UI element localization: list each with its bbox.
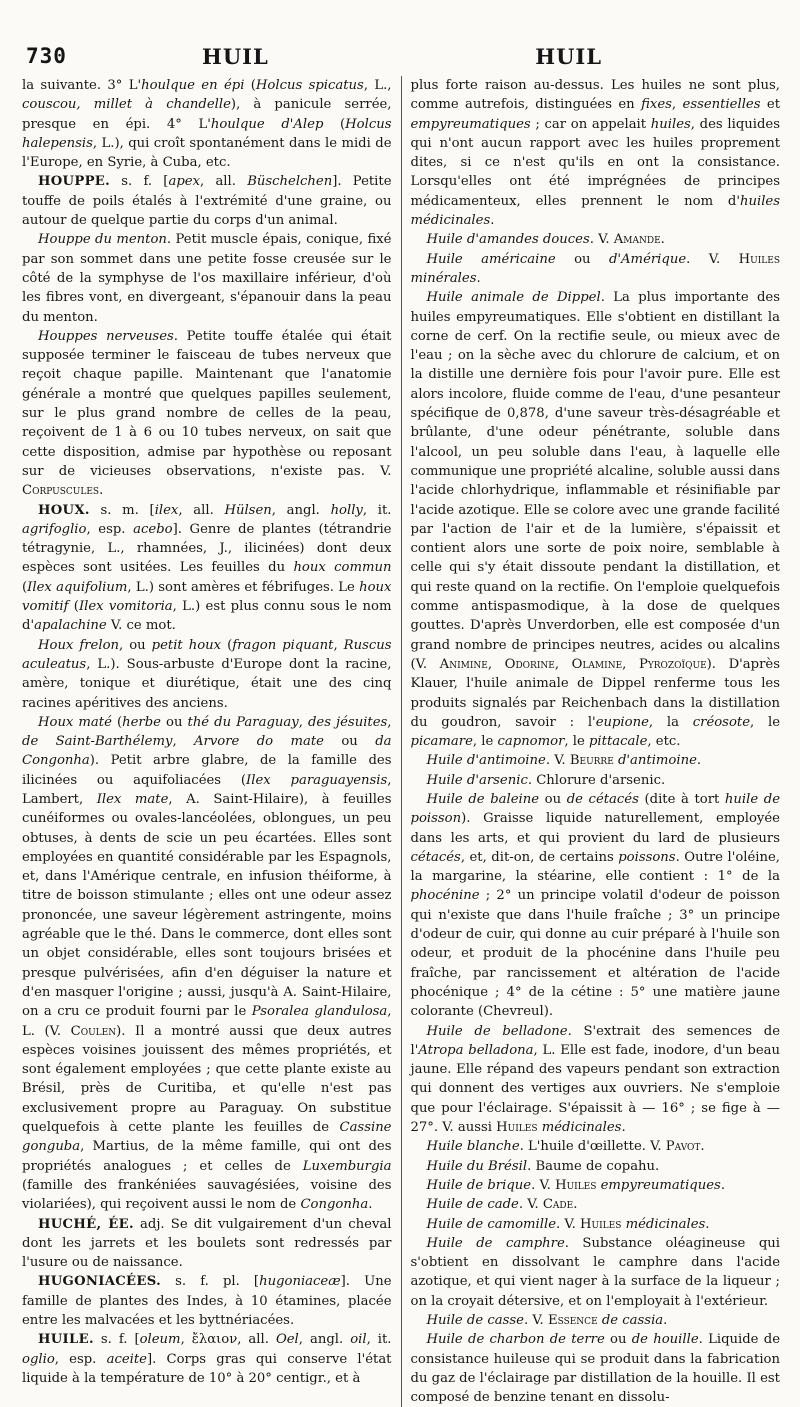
entry-paragraph: Houppes nerveuses. Petite touffe étalée qui était supposée terminer le faisceau de tubes nerveux que reçoit chaque papille. Maintenant que l'anatomie générale a montré que quelques papilles seulement, sur le plus grand nombre de celles de la peau, reçoivent de 1 à 6 ou 10 tubes nerveux, on sait que cette disposition, admise par hypothèse ou reposant sur de vicieuses observations, n'existe pas. V. Corpuscules.	[22, 328, 392, 499]
page-number: 730	[26, 44, 67, 68]
entry-paragraph: Huile de cade. V. Cade.	[426, 1197, 578, 1213]
entry-paragraph: Huile de baleine ou de cétacés (dite à tort huile de poisson). Graisse liquide naturellement, employée dans les arts, et qui provient du lard de plusieurs cétacés, et, dit-on, de certains poissons. Outre l'oléine, la margarine, la stéarine, elle contient : 1° de la phocénine ; 2° un principe volatil d'odeur de poisson qui n'existe que dans l'huile fraîche ; 3° un principe d'odeur de cuir, qui donne au cuir préparé à l'huile son odeur, et produit de la phocénine dans l'huile peu fraîche, par rancissement et altération de l'acide phocénique ; 4° de la cétine : 5° une matière jaune colorante (Chevreul).	[410, 791, 781, 1020]
text-columns	[22, 76, 780, 1407]
entry-paragraph: Huile de charbon de terre ou de houille. Liquide de consistance huileuse qui se produit dans la fabrication du gaz de l'éclairage par distillation de la houille. Il est composé de benzine tenant en dissolu-	[410, 1332, 780, 1406]
entry-paragraph: Huile de belladone. S'extrait des semences de l'Atropa belladona, L. Elle est fade, inodore, d'un beau jaune. Elle répand des vapeurs pendant son extraction qui donnent des vertiges aux ouvriers. Ne s'emploie que pour l'éclairage. S'épaissit à — 16° ; se fige à — 27°. V. aussi Huiles médicinales.	[410, 1023, 780, 1136]
entry-paragraph: Huile américaine ou d'Amérique. V. Huiles minérales.	[410, 251, 780, 286]
entry-paragraph: Huile de camomille. V. Huiles médicinales.	[426, 1216, 710, 1232]
entry-paragraph: Huile de casse. V. Essence de cassia.	[426, 1313, 668, 1328]
entry-hugoniacees: HUGONIACÉES. s. f. pl. [hugoniaceæ]. Une famille de plantes des Indes, à 10 étamines, placée entre les malvacées et les byttnériacées.	[22, 1274, 392, 1328]
entry-paragraph: Huile du Brésil. Baume de copahu.	[426, 1158, 660, 1174]
entry-paragraph: Huile blanche. L'huile d'œillette. V. Pavot.	[426, 1139, 705, 1155]
entry-paragraph: la suivante. 3° L'houlque en épi (Holcus spicatus, L., couscou, millet à chandelle), à panicule serrée, presque en épi. 4° L'houlque d'Alep (Holcus halepensis, L.), qui croît spontanément dans le midi de l'Europe, en Syrie, à Cuba, etc.	[22, 78, 392, 171]
entry-paragraph: Huile d'arsenic. Chlorure d'arsenic.	[426, 772, 666, 788]
right-running-title: HUIL	[535, 44, 602, 69]
left-column	[22, 76, 402, 1407]
entry-paragraph: Huile de camphre. Substance oléagineuse qui s'obtient en dissolvant le camphre dans l'acide azotique, et qui vient nager à la surface de la liqueur ; on la croyait détersive, et on l'employait à l'extérieur.	[410, 1235, 780, 1309]
entry-paragraph: Houx frelon, ou petit houx (fragon piquant, Ruscus aculeatus, L.). Sous-arbuste d'Europe dont la racine, amère, tonique et diurétique, était une des cinq racines apéritives des anciens.	[22, 637, 392, 711]
entry-huile: HUILE. s. f. [oleum, ἔλαιον, all. Oel, angl. oil, it. oglio, esp. aceite]. Corps gras qui conserve l'état liquide à la température de 10° à 20° centigr., et à	[22, 1332, 392, 1386]
entry-paragraph: Huile d'amandes douces. V. Amande.	[426, 232, 665, 248]
entry-paragraph: Huile de brique. V. Huiles empyreumatiques.	[426, 1177, 726, 1193]
entry-paragraph: plus forte raison au-dessus. Les huiles ne sont plus, comme autrefois, distinguées en fixes, essentielles et empyreumatiques ; car on appelait huiles, des liquides qui n'ont aucun rapport avec les huiles proprement dites, si ce n'est qu'ils en ont la consistance. Lorsqu'elles ont été imprégnées de principes médicamenteux, elles prennent le nom d'huiles médicinales.	[410, 78, 780, 229]
entry-paragraph: Huile d'antimoine. V. Beurre d'antimoine.	[426, 753, 702, 769]
entry-huche: HUCHÉ, ÉE. adj. Se dit vulgairement d'un cheval dont les jarrets et les boulets sont redressés par l'usure ou de naissance.	[22, 1216, 392, 1271]
entry-paragraph: Houppe du menton. Petit muscle épais, conique, fixé par son sommet dans une petite fosse creusée sur le côté de la symphyse de l'os maxillaire inférieur, d'où les fibres vont, en divergeant, s'épanouir dans la peau du menton.	[22, 232, 392, 325]
entry-houx: HOUX. s. m. [ilex, all. Hülsen, angl. holly, it. agrifoglio, esp. acebo]. Genre de plantes (tétrandrie tétragynie, L., rhamnées, J., ilicinées) dont deux espèces sont usitées. Les feuilles du houx commun (Ilex aquifolium, L.) sont amères et fébrifuges. Le houx vomitif (Ilex vomitoria, L.) est plus connu sous le nom d'apalachine V. ce mot.	[22, 502, 392, 634]
entry-paragraph: Huile animale de Dippel. La plus importante des huiles empyreumatiques. Elle s'obtient en distillant la corne de cerf. On la rectifie seule, ou mieux avec de l'eau ; on la sèche avec du chlorure de calcium, et on la distille une dernière fois pour l'avoir pure. Elle est alors incolore, fluide comme de l'eau, d'une pesanteur spécifique de 0,878, d'une saveur très-désagréable et brûlante, d'une odeur pénétrante, soluble dans l'alcool, un peu soluble dans l'eau, à laquelle elle communique une propriété alcaline, soluble aussi dans l'acide chlorhydrique, inflammable et résinifiable par l'acide azotique. Elle se colore avec une grande facilité par l'action de l'air et de la lumière, s'épaissit et contient alors une sorte de poix noire, semblable à celle qui s'y était dissoute pendant la distillation, et qui reste quand on la rectifie. On l'emploie quelquefois comme antispasmodique, à la dose de quelques gouttes. D'après Unverdorben, elle est composée d'un grand nombre de principes neutres, acides ou alcalins (V. Animine, Odorine, Olamine, Pyrozoïque). D'après Klauer, l'huile animale de Dippel renferme tous les produits signalés par Reichenbach dans la distillation du goudron, savoir : l'eupione, la créosote, le picamare, le capnomor, le pittacale, etc.	[410, 290, 781, 750]
running-header	[22, 44, 780, 74]
entry-paragraph: Houx maté (herbe ou thé du Paraguay, des jésuites, de Saint-Barthélemy, Arvore do mate ou da Congonha). Petit arbre glabre, de la famille des ilicinées ou aquifoliacées (Ilex paraguayensis, Lambert, Ilex mate, A. Saint-Hilaire), à feuilles cunéiformes ou ovales-lancéolées, oblongues, un peu obtuses, à dents de scie un peu écartées. Elles sont employées en quantité considérable par les Espagnols, et, dans l'Amérique centrale, en infusion théiforme, à titre de boisson stimulante ; elles ont une odeur assez prononcée, une saveur légèrement astringente, moins agréable que le thé. Dans le commerce, dont elles sont un objet considérable, elles sont toujours brisées et presque pulvérisées, afin d'en déguiser la nature et d'en masquer l'origine ; aussi, jusqu'à A. Saint-Hilaire, on a cru ce produit fourni par le Psoralea glandulosa, L. (V. Coulen). Il a montré aussi que deux autres espèces voisines jouissent des mêmes propriétés, et sont également employées ; que cette plante existe au Brésil, près de Curitiba, et qu'elle n'est pas exclusivement propre au Paraguay. On substitue quelquefois à cette plante les feuilles de Cassine gonguba, Martius, de la même famille, qui ont des propriétés analogues ; et celles de Luxemburgia (famille des frankéniées sauvagésiées, voisine des violariées), qui reçoivent aussi le nom de Congonha.	[22, 714, 392, 1213]
entry-houppe: HOUPPE. s. f. [apex, all. Büschelchen]. Petite touffe de poils étalés à l'extrémité d'une graine, ou autour de quelque partie du corps d'un animal.	[22, 174, 392, 229]
left-running-title: HUIL	[202, 44, 269, 69]
right-column	[402, 76, 781, 1407]
